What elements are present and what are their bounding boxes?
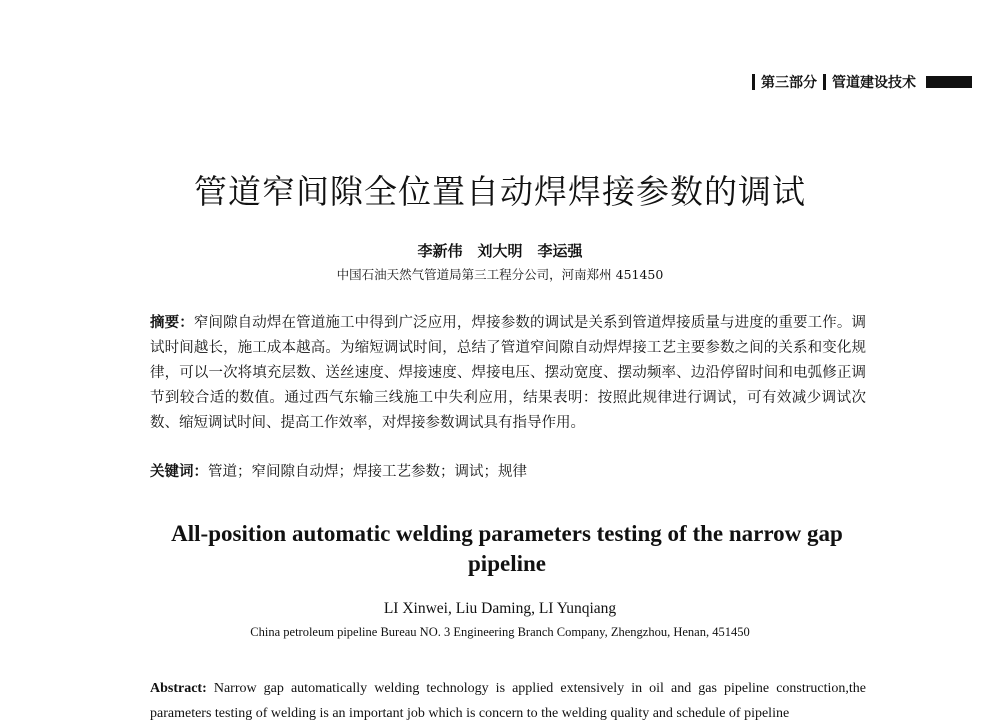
authors-en: LI Xinwei, Liu Daming, LI Yunqiang xyxy=(383,600,617,617)
header-block xyxy=(926,76,972,88)
paper-title-en: All-position automatic welding parameters testing of the narrow gap pipeline xyxy=(171,521,843,576)
header-separator-left xyxy=(752,74,755,90)
abstract-en-text: Narrow gap automatically welding technology is applied extensively in oil and gas pipeline construction,the parameters testing of welding is an important job which is concern to the welding quality and schedule of pipeline xyxy=(150,681,867,721)
header-separator-right xyxy=(823,74,826,90)
header-part: 第三部分 xyxy=(761,75,817,91)
header-section: 管道建设技术 xyxy=(832,75,916,91)
abstract-cn-label: 摘要： xyxy=(150,315,194,331)
authors-cn: 李新伟 刘大明 李运强 xyxy=(417,242,583,260)
keywords-cn xyxy=(150,460,866,485)
running-header xyxy=(752,70,972,94)
abstract-cn-text: 窄间隙自动焊在管道施工中得到广泛应用，焊接参数的调试是关系到管道焊接质量与进度的重要工作。调试时间越长，施工成本越高。为缩短调试时间，总结了管道窄间隙自动焊焊接工艺主要参数之间的关系和变化规律，可以一次将填充层数、送丝速度、焊接速度、焊接电压、摆动宽度、摆动频率、边沿停留时间和电弧修正调节到较合适的数值。通过西气东输三线施工中失利应用，结果表明：按照此规律进行调试，可有效减少调试次数、缩短调试时间、提高工作效率，对焊接参数调试具有指导作用。 xyxy=(150,315,866,431)
paper-title-cn: 管道窄间隙全位置自动焊焊接参数的调试 xyxy=(194,172,806,211)
keywords-cn-text: 管道；窄间隙自动焊；焊接工艺参数；调试；规律 xyxy=(208,464,527,480)
affiliation-cn: 中国石油天然气管道局第三工程分公司，河南郑州 451450 xyxy=(336,267,664,282)
keywords-cn-label: 关键词： xyxy=(150,464,208,480)
abstract-en xyxy=(150,676,866,726)
abstract-cn xyxy=(150,311,866,436)
abstract-en-label: Abstract: xyxy=(150,681,207,696)
affiliation-en: China petroleum pipeline Bureau NO. 3 Engineering Branch Company, Zhengzhou, Henan, 451450 xyxy=(250,625,750,639)
